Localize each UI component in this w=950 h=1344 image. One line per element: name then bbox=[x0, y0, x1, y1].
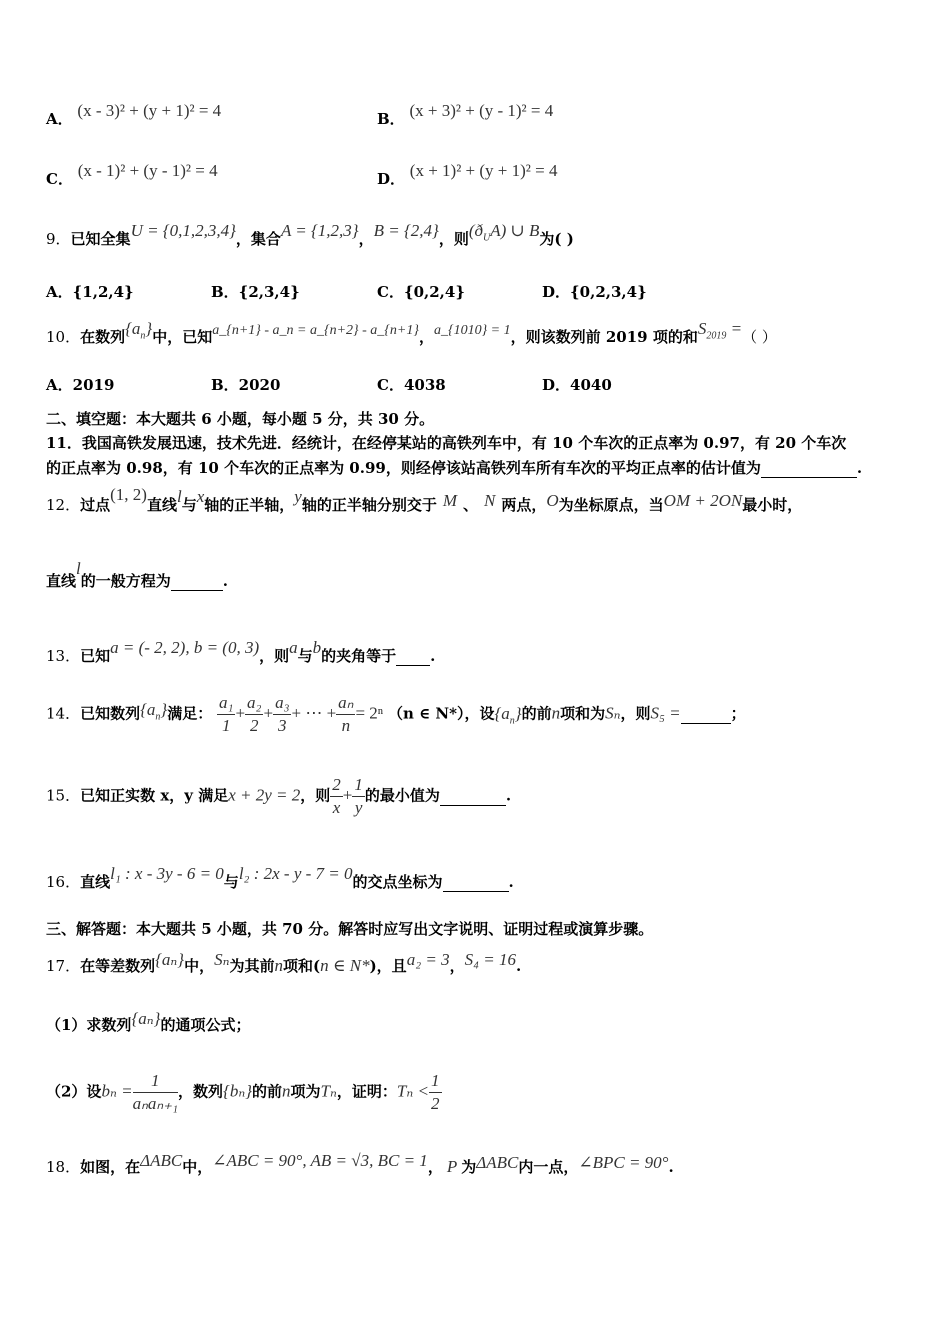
q12-number: 12． bbox=[46, 496, 81, 514]
q12-text-4: 轴的正半轴， bbox=[204, 496, 295, 514]
q17-part-2: （2）设bₙ = $\frac{1}{\text{aₙaₙ₊₁}}$ ，数列{bₙ}的前n项为Tₙ，证明：Tₙ < $\frac{1}{2}$ bbox=[46, 1071, 440, 1113]
q9-text-5: 为( ) bbox=[539, 230, 574, 248]
q14-text-4: 的前 bbox=[521, 704, 552, 723]
q14-equals: = 2ⁿ bbox=[355, 703, 384, 723]
q17-part2-frac: $\frac{1}{\text{aₙaₙ₊₁}}$ bbox=[132, 1071, 178, 1113]
q15-stem: 15．已知正实数 x，y 满足x + 2y = 2，则 $\frac{2}{x}$ + $\frac{1}{y}$ 的最小值为 . bbox=[46, 775, 512, 817]
q10-option-a: A．2019 bbox=[46, 376, 115, 394]
q9-option-c: C．{0,2,4} bbox=[377, 283, 465, 301]
q18-text-3: ， bbox=[427, 1158, 443, 1176]
q12-text-2: 直线 bbox=[146, 496, 177, 514]
q18-math-triangle: ΔABC bbox=[140, 1151, 183, 1170]
q18-text-6: . bbox=[668, 1158, 674, 1176]
q15-text-1: 已知正实数 x，y 满足 bbox=[80, 786, 229, 805]
q12-math-x: x bbox=[196, 487, 205, 506]
q13-text-3: 与 bbox=[297, 647, 313, 665]
q14-answer-blank[interactable] bbox=[681, 705, 731, 724]
q14-math-seq: $\{a_n\}$ bbox=[140, 699, 168, 722]
q10-number: 10． bbox=[46, 328, 81, 346]
q13-math-vectors: a = (- 2, 2), b = (0, 3) bbox=[110, 638, 260, 657]
q18-text-4: 为 bbox=[461, 1158, 477, 1176]
q8-option-a-label: A． bbox=[46, 110, 73, 128]
q13-answer-blank[interactable] bbox=[396, 647, 430, 666]
q12-math-y: y bbox=[294, 487, 302, 506]
q14-text-1: 已知数列 bbox=[80, 704, 141, 723]
q8-option-a-formula: (x - 3)² + (y + 1)² = 4 bbox=[77, 101, 222, 120]
q9-option-a: A．{1,2,4} bbox=[46, 283, 134, 301]
q18-number: 18． bbox=[46, 1158, 81, 1176]
q12-math-point: (1, 2) bbox=[110, 485, 147, 504]
q10-option-c: C．4038 bbox=[377, 376, 446, 394]
q14-text-3: （n ∈ N*），设 bbox=[387, 704, 495, 723]
q17-text-7: . bbox=[515, 957, 522, 975]
q17-text-2: 中， bbox=[184, 957, 215, 975]
q12-math-expr: OM + 2ON bbox=[663, 491, 743, 510]
q14-math-n: n bbox=[551, 703, 561, 723]
q16-text-2: 与 bbox=[223, 873, 239, 891]
q8-option-b-label: B． bbox=[377, 110, 405, 128]
q17-part2-math-bn: bₙ = bbox=[101, 1081, 133, 1101]
q14-number: 14． bbox=[46, 704, 81, 723]
q17-math-sn: Sₙ bbox=[214, 950, 230, 969]
q8-option-c-label: C． bbox=[46, 170, 73, 188]
q14-math-seq-2: $\{a_n\}$ bbox=[494, 703, 522, 726]
q10-text-1: 在数列 bbox=[80, 328, 126, 346]
q17-math-s4: S₄ = 16 bbox=[464, 950, 516, 969]
q15-frac-1: $\frac{2}{x}$ bbox=[332, 775, 341, 817]
q9-text-1: 已知全集 bbox=[70, 230, 131, 248]
q17-text-1: 在等差数列 bbox=[80, 957, 156, 975]
q8-option-c-formula: (x - 1)² + (y - 1)² = 4 bbox=[77, 161, 218, 180]
q17-number: 17． bbox=[46, 957, 81, 975]
q16-text-3: 的交点坐标为 bbox=[352, 873, 443, 891]
q17-text-6: ， bbox=[449, 957, 465, 975]
q15-frac-2: $\frac{1}{y}$ bbox=[354, 775, 363, 817]
q17-stem bbox=[46, 950, 522, 976]
q12-math-o: O bbox=[546, 491, 559, 510]
q12-text-9: 最小时， bbox=[742, 496, 803, 514]
q9-option-d: D．{0,2,3,4} bbox=[542, 283, 647, 301]
q15-text-2: ，则 bbox=[300, 786, 331, 805]
q17-math-domain: n ∈ N* bbox=[320, 956, 370, 975]
q12-line-2: 直线l的一般方程为 . bbox=[46, 559, 228, 590]
q14-dots: + ⋯ + bbox=[291, 703, 337, 723]
q10-math-recurrence: a_{n+1} - a_n = a_{n+2} - a_{n+1} bbox=[212, 323, 419, 338]
q14-stem: 14．已知数列$\{a_n\}$满足： $\frac{\text{a₁}}{1}$ + $\frac{\text{a₂}}{2}$ + $\frac{\text{a₃}}{3}$ + ⋯ + $\frac{\text{aₙ}}{n}$ = 2ⁿ （n ∈ N*），设$\{a_n\}$的前n项和为Sₙ，则S₅ = ； bbox=[46, 693, 746, 735]
q14-text-2: 满足： bbox=[167, 704, 213, 723]
q8-option-b-formula: (x + 3)² + (y - 1)² = 4 bbox=[409, 101, 554, 120]
q18-math-triangle-2: ΔABC bbox=[476, 1153, 519, 1172]
q11-line-1: 11．我国高铁发展迅速，技术先进．经统计，在经停某站的高铁列车中，有 10 个车次的正点率为 0.97，有 20 个车次 bbox=[46, 434, 847, 452]
q17-text-4: 项和( bbox=[283, 957, 321, 975]
q12-text-6: 、 bbox=[463, 496, 479, 514]
q16-stem: 16．直线l₁ : x - 3y - 6 = 0与l₂ : 2x - y - 7 = 0的交点坐标为 . bbox=[46, 864, 514, 891]
q13-text-1: 已知 bbox=[80, 647, 111, 665]
q17-part1-math: {aₙ} bbox=[131, 1009, 161, 1028]
q14-frac-3: $\frac{\text{a₃}}{3}$ bbox=[275, 693, 290, 735]
q12-math-l2: l bbox=[76, 559, 81, 578]
q13-text-2: ，则 bbox=[259, 647, 290, 665]
q8-option-c bbox=[46, 161, 218, 189]
q13-stem: 13．已知a = (- 2, 2), b = (0, 3)，则a与b的夹角等于 . bbox=[46, 638, 436, 665]
q8-option-d bbox=[377, 161, 558, 189]
q12-stem bbox=[46, 485, 803, 515]
q10-math-s2019: $S_{2019}$ = bbox=[697, 319, 743, 342]
q9-option-b: B．{2,3,4} bbox=[211, 283, 300, 301]
q17-math-a2: a₂ = 3 bbox=[406, 950, 450, 969]
q8-option-b bbox=[377, 101, 554, 129]
q10-text-2: 中，已知 bbox=[152, 328, 213, 346]
q14-math-sn: Sₙ bbox=[605, 703, 621, 723]
q17-part2-math-ineq: Tₙ < bbox=[396, 1081, 429, 1101]
q9-math-a: A = {1,2,3} bbox=[280, 221, 359, 240]
q18-text-2: 中， bbox=[182, 1158, 213, 1176]
q16-answer-blank[interactable] bbox=[443, 873, 509, 892]
q15-answer-blank[interactable] bbox=[440, 787, 506, 806]
section-solution-heading: 三、解答题：本大题共 5 小题，共 70 分。解答时应写出文字说明、证明过程或演算步骤。 bbox=[46, 920, 654, 938]
q13-math-a: a bbox=[289, 638, 298, 657]
q9-text-4: ，则 bbox=[438, 230, 469, 248]
q13-text-4: 的夹角等于 bbox=[321, 647, 397, 665]
q10-math-seq: $\{a_n\}$ bbox=[125, 319, 153, 342]
q10-option-d: D．4040 bbox=[542, 376, 612, 394]
q16-math-l1: l₁ : x - 3y - 6 = 0 bbox=[110, 864, 224, 883]
q10-text-5: （ ） bbox=[742, 328, 777, 346]
q14-math-s5: S₅ = bbox=[650, 703, 681, 723]
q16-text-1: 直线 bbox=[80, 873, 111, 891]
q17-part2-math-n: n bbox=[282, 1081, 291, 1101]
q17-text-3: 为其前 bbox=[229, 957, 275, 975]
q10-text-3: ， bbox=[418, 328, 434, 346]
q9-text-2: ，集合 bbox=[235, 230, 281, 248]
q17-math-n: n bbox=[274, 956, 284, 975]
q10-option-b: B．2020 bbox=[211, 376, 281, 394]
q15-plus: + bbox=[342, 785, 353, 805]
q12-text-5: 轴的正半轴分别交于 bbox=[301, 496, 437, 514]
q17-part-1: （1）求数列{aₙ}的通项公式； bbox=[46, 1009, 251, 1034]
q17-part2-frac-half: $\frac{1}{2}$ bbox=[431, 1071, 440, 1113]
q18-stem bbox=[46, 1151, 674, 1177]
q15-math-constraint: x + 2y = 2 bbox=[228, 785, 301, 805]
q15-number: 15． bbox=[46, 786, 81, 805]
q10-math-a1010: a_{1010} = 1 bbox=[433, 323, 511, 338]
q14-text-6: ，则 bbox=[620, 704, 651, 723]
q18-text-5: 内一点， bbox=[518, 1158, 579, 1176]
q9-stem bbox=[46, 221, 574, 251]
q12-text-3: 与 bbox=[181, 496, 197, 514]
q8-option-d-label: D． bbox=[377, 170, 406, 188]
q12-math-m: M bbox=[442, 491, 457, 510]
q17-part2-math-tn: Tₙ bbox=[320, 1081, 337, 1101]
q9-math-u: U = {0,1,2,3,4} bbox=[130, 221, 236, 240]
q16-math-l2: l₂ : 2x - y - 7 = 0 bbox=[238, 864, 353, 883]
q18-math-p: P bbox=[446, 1157, 458, 1176]
q12-text-1: 过点 bbox=[80, 496, 111, 514]
q11-line-2: 的正点率为 0.98，有 10 个车次的正点率为 0.99，则经停该站高铁列车所有车次的平均正点率的估计值为 . bbox=[46, 459, 863, 477]
q10-text-4: ，则该数列前 2019 项的和 bbox=[510, 328, 698, 346]
q8-option-a bbox=[46, 101, 222, 129]
q12-math-n: N bbox=[484, 491, 496, 510]
q12-answer-blank[interactable] bbox=[171, 572, 223, 591]
q9-number: 9． bbox=[46, 230, 71, 248]
q15-text-3: 的最小值为 bbox=[364, 786, 440, 805]
q18-text-1: 如图，在 bbox=[80, 1158, 141, 1176]
q17-text-5: )，且 bbox=[369, 957, 407, 975]
q12-text-8: 为坐标原点，当 bbox=[558, 496, 664, 514]
q14-frac-n: $\frac{\text{aₙ}}{n}$ bbox=[338, 693, 354, 735]
q13-math-b: b bbox=[312, 638, 322, 657]
q14-frac-2: $\frac{\text{a₂}}{2}$ bbox=[247, 693, 262, 735]
q16-number: 16． bbox=[46, 873, 81, 891]
q9-math-b: B = {2,4} bbox=[373, 221, 439, 240]
q17-math-seq: {aₙ} bbox=[155, 950, 185, 969]
q17-part2-math-seq: {bₙ} bbox=[223, 1081, 253, 1101]
q13-number: 13． bbox=[46, 647, 81, 665]
q14-text-5: 项和为 bbox=[560, 704, 606, 723]
q11-answer-blank[interactable] bbox=[761, 459, 857, 478]
q12-math-l: l bbox=[176, 487, 182, 506]
q14-frac-1: $\frac{\text{a₁}}{1}$ bbox=[219, 693, 234, 735]
q18-math-angle-bpc: ∠BPC = 90° bbox=[578, 1153, 669, 1172]
q10-stem bbox=[46, 319, 777, 349]
section-fill-in-heading: 二、填空题：本大题共 6 小题，每小题 5 分，共 30 分。 bbox=[46, 410, 435, 428]
q18-math-conditions: ∠ABC = 90°, AB = √3, BC = 1 bbox=[212, 1151, 428, 1170]
q9-text-3: ， bbox=[358, 230, 374, 248]
q9-math-complement: $(ð_UA)$ ∪ B bbox=[468, 221, 540, 244]
q8-option-d-formula: (x + 1)² + (y + 1)² = 4 bbox=[409, 161, 558, 180]
q12-text-7: 两点， bbox=[501, 496, 547, 514]
